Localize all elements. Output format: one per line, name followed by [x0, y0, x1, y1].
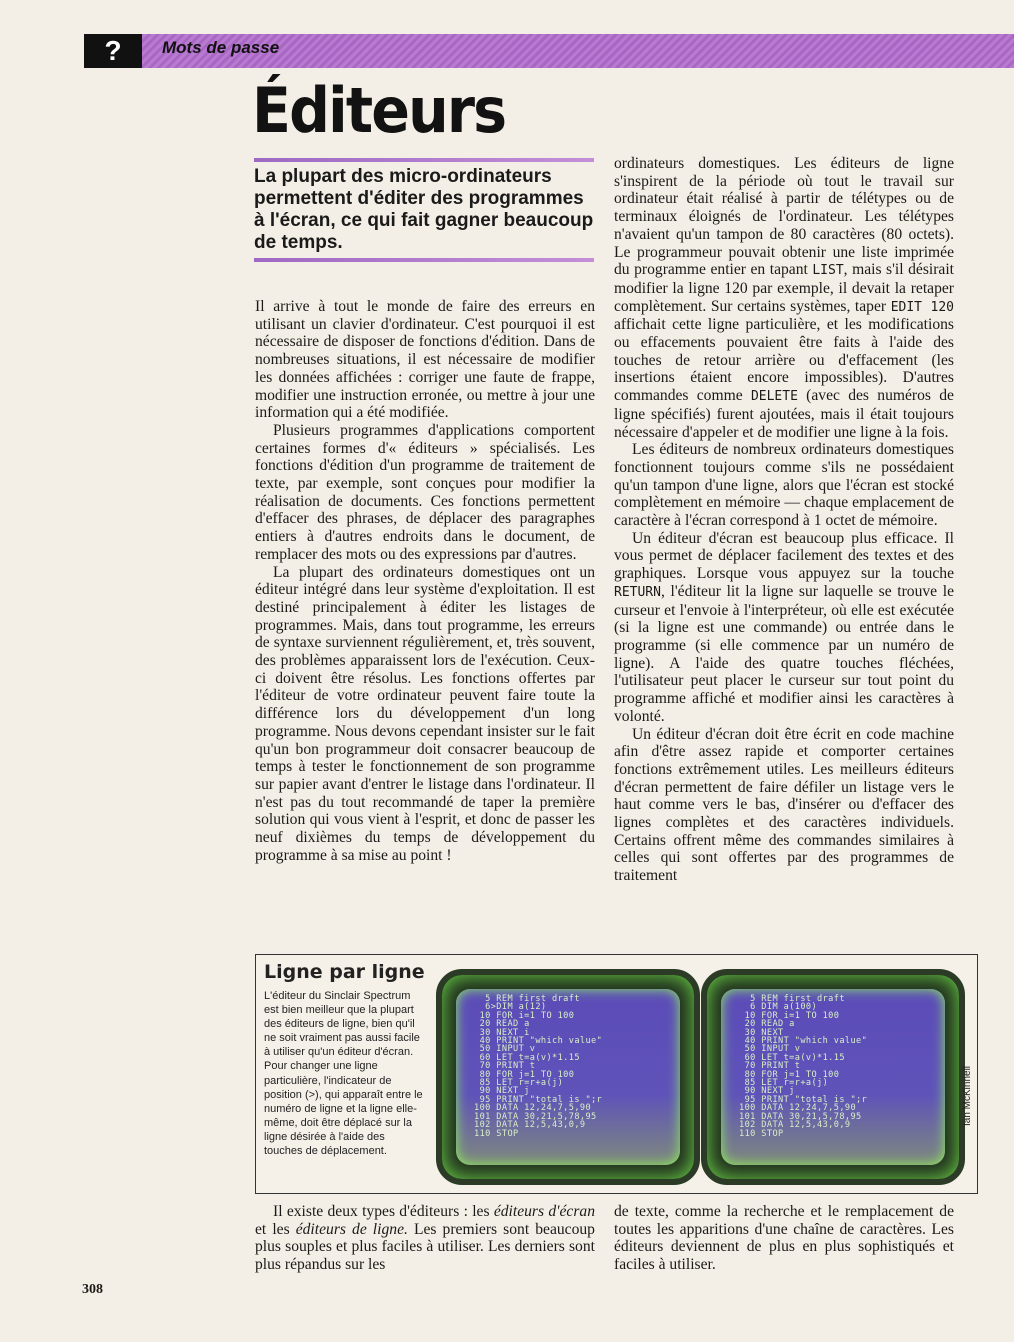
command-delete: DELETE [750, 389, 798, 405]
sidebar-box [255, 954, 978, 1194]
emphasis: éditeurs de ligne. [295, 1220, 408, 1238]
section-title: Mots de passe [162, 38, 280, 57]
text-run: Les premiers sont beaucoup plus souples et plus faciles à utiliser. Les derniers sont plus répandus sur les [255, 1220, 595, 1274]
box-title: Ligne par ligne [264, 961, 425, 983]
command-return: RETURN [614, 584, 661, 600]
paragraph: Plusieurs programmes d'applications comportent certaines formes d'« éditeurs » spécialisés. Les fonctions d'édition d'un programme de traitement de texte, par exemple, sont conçues pour modifier la réalisation de documents. Ces fonctions permettent d'effacer des phrases, de déplacer des paragraphes entiers à d'autres endroits dans le document, de remplacer des mots ou des expressions par d'autres. [255, 421, 595, 563]
emphasis: éditeurs d'écran [493, 1203, 595, 1220]
right-column [614, 155, 954, 885]
paragraph: La plupart des ordinateurs domestiques ont un éditeur intégré dans leur système d'exploitation. Il est destiné principalement à éditer les listages de programmes. Mais, dans tout programme, les erreurs de syntaxe surviennent régulièrement, et, très souvent, des problèmes apparaissent lors de l'exécution. Ceux-ci doivent être résolus. Les fonctions offertes par l'éditeur de votre ordinateur peuvent faire toute la différence lors du développement d'un long programme. Nous devons cependant insister sur le fait qu'un bon programmeur doit consacrer beaucoup de temps à tester le fonctionnement de son programme sur papier avant d'entrer le listage dans l'ordinateur. Il n'est pas du tout recommandé de taper la première solution qui vous vient à l'esprit, et donc de passer les neuf dixièmes du temps de développement du programme à sa mise au point ! [255, 563, 595, 864]
page-number: 308 [82, 1282, 103, 1297]
code-listing: 5 REM first draft 6>DIM a(12) 10 FOR i=1 TO 100 20 READ a 30 NEXT i 40 PRINT "which value" 50 INPUT v 60 LET t=a(v)*1.15 70 PRINT t 80 FOR j=1 TO 100 85 LET r=r+a(j) 90 NEXT j 95 PRINT "total is ";r 100 DATA 12,24,7,5,90 101 DATA 30,21,5,78,95 102 DATA 12,5,43,0,9 110 STOP [474, 994, 603, 1139]
lead-top-rule [254, 158, 594, 162]
screen-photo-2 [701, 969, 965, 1185]
paragraph: Il arrive à tout le monde de faire des erreurs en utilisant un clavier d'ordinateur. C'est pourquoi il est nécessaire de disposer de fonctions d'édition. Dans de nombreuses situations, il est nécessaire de modifier les données affichées : corriger une faute de frappe, modifier une instruction erronée, ou mettre à jour une information qui a été modifiée. [255, 298, 595, 422]
paragraph: de texte, comme la recherche et le remplacement de toutes les apparitions d'une chaîne de caractères. Les éditeurs deviennent de plus en plus sophistiqués et faciles à utiliser. [614, 1203, 954, 1274]
paragraph: Un éditeur d'écran doit être écrit en code machine afin d'être assez rapide et comporter certaines fonctions extrêmement utiles. Les meilleurs éditeurs d'écran permettent de faire défiler un listage vers le haut comme vers le bas, d'insérer ou d'effacer des lignes complètes et des caractères individuels. Certains offrent même des commandes similaires à celles qui sont offertes par des programmes de traitement [614, 725, 954, 885]
lead-paragraph: La plupart des micro-ordinateurs permettent d'éditer des programmes à l'écran, ce qui fait gagner beaucoup de temps. [254, 166, 594, 253]
box-caption: L'éditeur du Sinclair Spectrum est bien meilleur que la plupart des éditeurs de ligne, bien qu'il ne soit vraiment pas aussi facile à utiliser qu'un éditeur d'écran. Pour changer une ligne particulière, l'indicateur de position (>), qui apparaît entre le numéro de ligne et la ligne elle-même, doit être déplacé sur la ligne désirée à l'aide des touches de déplacement. [264, 990, 423, 1158]
text-run: , l'éditeur lit la ligne sur laquelle se trouve le curseur et l'envoie à l'interpréteur, où elle est exécutée (si la ligne est une commande) ou entrée dans le programme (si elle commence par un numéro de ligne). A l'aide des quatre touches fléchées, l'utilisateur peut placer le curseur sur tout point du programme affiché et modifier ainsi les caractères à volonté. [614, 582, 954, 725]
text-run: et les [255, 1220, 296, 1238]
paragraph [614, 155, 954, 441]
text-run: Un éditeur d'écran est beaucoup plus efficace. Il vous permet de déplacer facilement des textes et des graphiques. Lorsque vous appuyez sur la touche [614, 529, 954, 583]
paragraph: Les éditeurs de nombreux ordinateurs domestiques fonctionnent toujours comme s'ils ne possédaient qu'un tampon d'une ligne, alors que l'écran est stocké complètement en mémoire — chaque emplacement de caractère à l'écran correspond à 1 octet de mémoire. [614, 441, 954, 530]
photo-credit: Ian McKinnell [962, 1065, 973, 1126]
screen-photo-1 [436, 969, 700, 1185]
bottom-right-column [614, 1203, 954, 1274]
command-list: LIST [812, 263, 844, 279]
text-run: (avec des numéros de ligne spécifiés) furent ajoutées, mais il était toujours nécessaire d'appeler et de modifier une ligne à la fois. [614, 387, 954, 441]
text-run: ordinateurs domestiques. Les éditeurs de ligne s'inspirent de la période où tout le travail sur ordinateur était réalisé à partir de télétypes ou de terminaux éloignés de l'ordinateur. Les télétypes n'avaient qu'un tampon de 80 caractères (80 octets). Le programmeur pouvait obtenir une liste imprimée du programme entier en tapant [614, 155, 954, 279]
lead-bottom-rule [254, 258, 594, 262]
question-badge: ? [84, 34, 142, 68]
screen-display [456, 989, 680, 1165]
code-listing: 5 REM first draft 6 DIM a(100) 10 FOR i=1 TO 100 20 READ a 30 NEXT 40 PRINT "which value" 50 INPUT v 60 LET t=a(v)*1.15 70 PRINT t 80 FOR j=1 TO 100 85 LET r=r+a(j) 90 NEXT j 95 PRINT "total is ";r 100 DATA 12,24,7,5,90 101 DATA 30,21,5,78,95 102 DATA 12,5,43,0,9 110 STOP [739, 994, 868, 1139]
page-title: Éditeurs [252, 74, 506, 147]
paragraph [614, 530, 954, 726]
left-column [255, 298, 595, 865]
paragraph [255, 1203, 595, 1274]
command-edit: EDIT 120 [890, 299, 954, 315]
bottom-left-column [255, 1203, 595, 1274]
screen-display [721, 989, 945, 1165]
text-run: affichait cette ligne particulière, et les modifications ou effacements pouvaient être faits à l'aide des touches de retour arrière ou d'effacement (les insertions étaient encore impossibles). D'autres commandes comme [614, 316, 954, 405]
text-run: Il existe deux types d'éditeurs : les [273, 1203, 494, 1220]
text-run: , mais s'il désirait modifier la ligne 120 par exemple, il devait la retaper complètement. Sur certains systèmes, taper [614, 261, 954, 315]
